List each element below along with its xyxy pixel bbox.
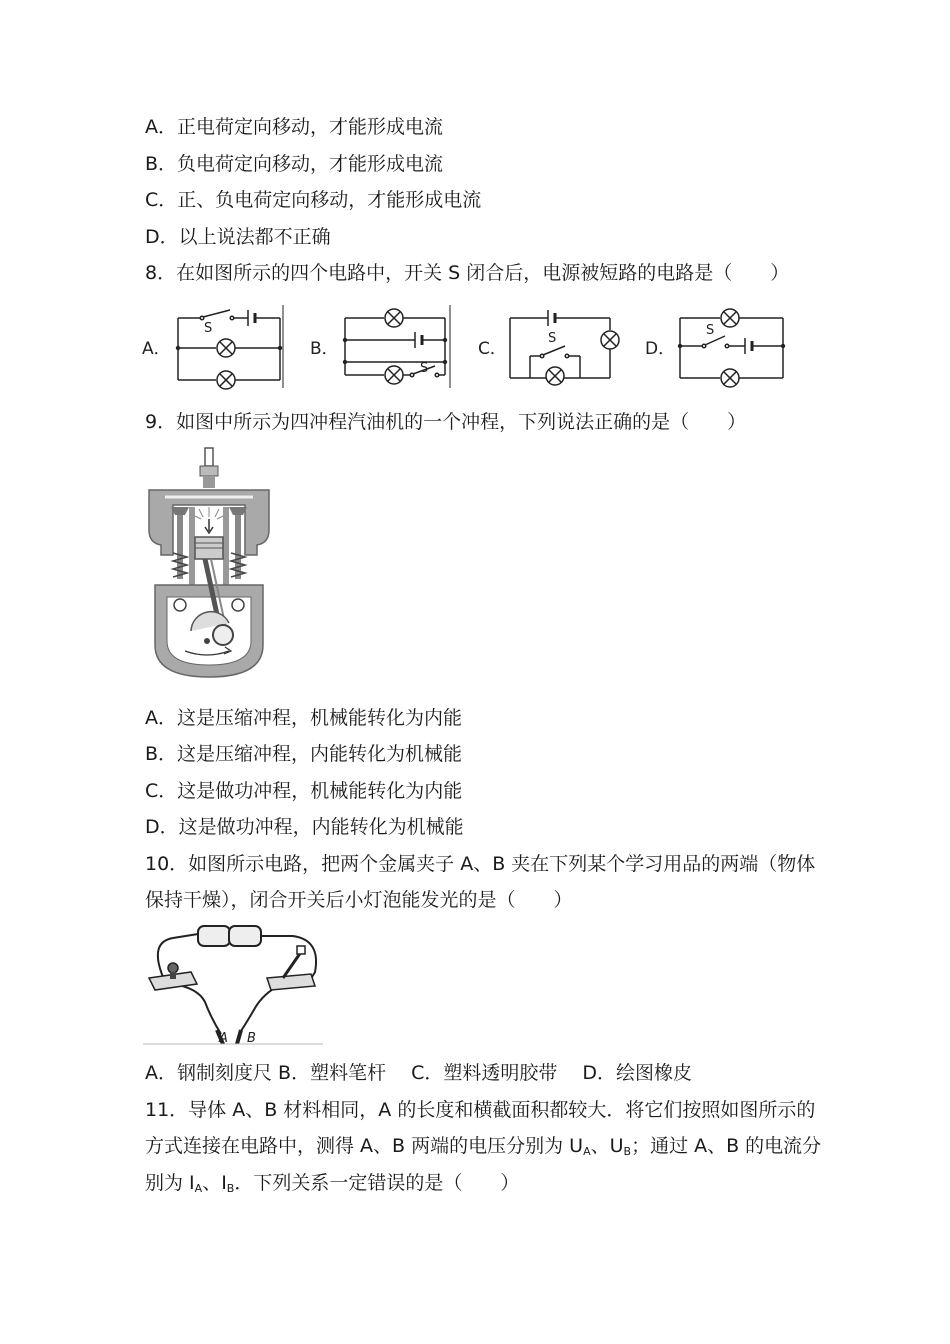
circuit-d <box>680 309 783 387</box>
q11-line3: 别为 $I_A$、$I_B$．下列关系一定错误的是（ ） <box>145 1172 520 1195</box>
clip-a-label: A <box>219 1031 228 1046</box>
q9-option-b: B．这是压缩冲程，内能转化为机械能 <box>145 743 463 765</box>
q10-circuit-svg <box>143 922 325 1047</box>
q9-option-d: D．这是做功冲程，内能转化为机械能 <box>145 816 464 838</box>
q7-option-a: A．正电荷定向移动，才能形成电流 <box>145 116 443 138</box>
q7-option-c: C．正、负电荷定向移动，才能形成电流 <box>145 189 482 211</box>
q10-stem-line1: 10．如图所示电路，把两个金属夹子 A、B 夹在下列某个学习用品的两端（物体 <box>145 853 816 875</box>
q7-option-b: B．负电荷定向移动，才能形成电流 <box>145 153 444 175</box>
circuit-b <box>345 305 450 388</box>
q8-switch-label-c: S <box>548 331 557 346</box>
q8-circuits-svg <box>140 300 800 390</box>
q9-option-c: C．这是做功冲程，机械能转化为内能 <box>145 780 463 802</box>
q11-line2: 方式连接在电路中，测得 A、B 两端的电压分别为 $U_A$、$U_B$；通过 A、B 的电流分 <box>145 1135 822 1158</box>
q10-stem-line2: 保持干燥），闭合开关后小灯泡能发光的是（ ） <box>145 889 573 911</box>
q8-label-d: D． <box>645 339 676 359</box>
q8-label-b: B． <box>310 339 339 359</box>
q8-stem: 8．在如图所示的四个电路中，开关 S 闭合后，电源被短路的电路是（ ） <box>145 262 790 284</box>
q10-options: A．钢制刻度尺 B．塑料笔杆 C．塑料透明胶带 D．绘图橡皮 <box>145 1062 693 1084</box>
q9-stem: 9．如图中所示为四冲程汽油机的一个冲程，下列说法正确的是（ ） <box>145 411 747 433</box>
circuit-a <box>178 305 283 389</box>
engine-svg <box>145 445 275 680</box>
q8-switch-label-d: S <box>706 323 715 338</box>
q10-circuit-photo <box>143 922 325 1052</box>
q11-line1: 11．导体 A、B 材料相同，A 的长度和横截面积都较大．将它们按照如图所示的 <box>145 1099 816 1121</box>
engine-diagram <box>145 445 275 685</box>
q9-option-a: A．这是压缩冲程，机械能转化为内能 <box>145 707 462 729</box>
q8-switch-label-a: S <box>204 321 213 336</box>
q7-option-d: D．以上说法都不正确 <box>145 226 331 248</box>
clip-b-label: B <box>247 1031 256 1046</box>
q8-switch-label-b: S <box>420 361 429 376</box>
q8-label-a: A． <box>142 339 171 359</box>
q8-circuit-figures <box>140 300 800 395</box>
circuit-c <box>510 310 619 385</box>
q8-label-c: C． <box>478 339 507 359</box>
